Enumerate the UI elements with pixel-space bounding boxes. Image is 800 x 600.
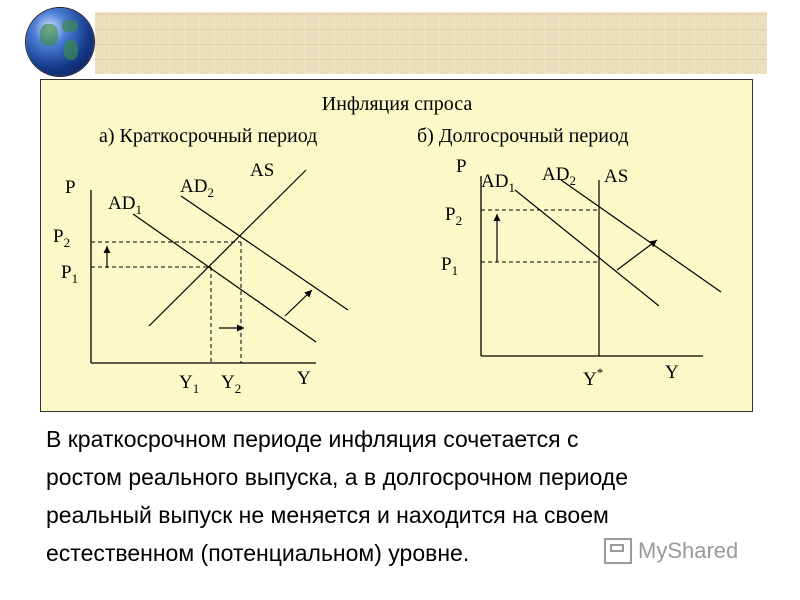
- y-axis-label-b: Y: [665, 362, 679, 383]
- ad-shift-arrow-b: [617, 240, 657, 270]
- as-label-b: AS: [604, 166, 629, 187]
- graph-long-run: [441, 156, 721, 390]
- diagram-svg: [41, 80, 754, 413]
- ad2-label-a: $AD_2$: [180, 176, 214, 200]
- ad1-curve-a: [133, 214, 316, 342]
- as-curve-a: [149, 170, 306, 326]
- p-axis-label-b: P: [456, 156, 467, 177]
- ad-shift-arrow-a: [285, 290, 312, 316]
- subtitle-short-run: а) Краткосрочный период: [99, 125, 318, 147]
- conclusion-line-3: реальный выпуск не меняется и находится на своем: [46, 502, 609, 528]
- ystar-label-b: Y*: [583, 365, 604, 390]
- p-axis-label-a: P: [65, 177, 76, 198]
- p2-label-b: $P_2$: [445, 204, 463, 228]
- watermark-text: MyShared: [638, 538, 739, 563]
- ad2-curve-b: [561, 180, 721, 292]
- y1-label-a: $Y_1$: [179, 372, 200, 396]
- p2-label-a: $P_2$: [53, 226, 71, 250]
- y2-label-a: $Y_2$: [221, 372, 242, 396]
- ad1-label-b: $AD_1$: [481, 171, 515, 195]
- p1-label-a: $P_1$: [61, 262, 79, 286]
- myshared-logo-icon: [604, 538, 632, 564]
- as-label-a: AS: [250, 160, 275, 181]
- graph-short-run: [53, 160, 348, 396]
- p1-label-b: $P_1$: [441, 254, 459, 278]
- map-banner: [95, 12, 767, 74]
- diagram-panel: [40, 79, 753, 412]
- ad1-label-a: $AD_1$: [108, 193, 142, 217]
- globe-icon: [26, 8, 94, 76]
- conclusion-line-4: естественном (потенциальном) уровне.: [46, 540, 470, 566]
- subtitle-long-run: б) Долгосрочный период: [417, 125, 629, 147]
- ad1-curve-b: [515, 190, 659, 306]
- myshared-watermark: [604, 538, 738, 564]
- conclusion-line-1: В краткосрочном периоде инфляция сочетается с: [46, 426, 579, 452]
- ad2-label-b: $AD_2$: [542, 164, 576, 188]
- ad2-curve-a: [181, 196, 348, 310]
- conclusion-line-2: ростом реального выпуска, а в долгосрочном периоде: [46, 464, 629, 490]
- y-axis-label-a: Y: [297, 368, 311, 389]
- diagram-title: Инфляция спроса: [321, 93, 473, 115]
